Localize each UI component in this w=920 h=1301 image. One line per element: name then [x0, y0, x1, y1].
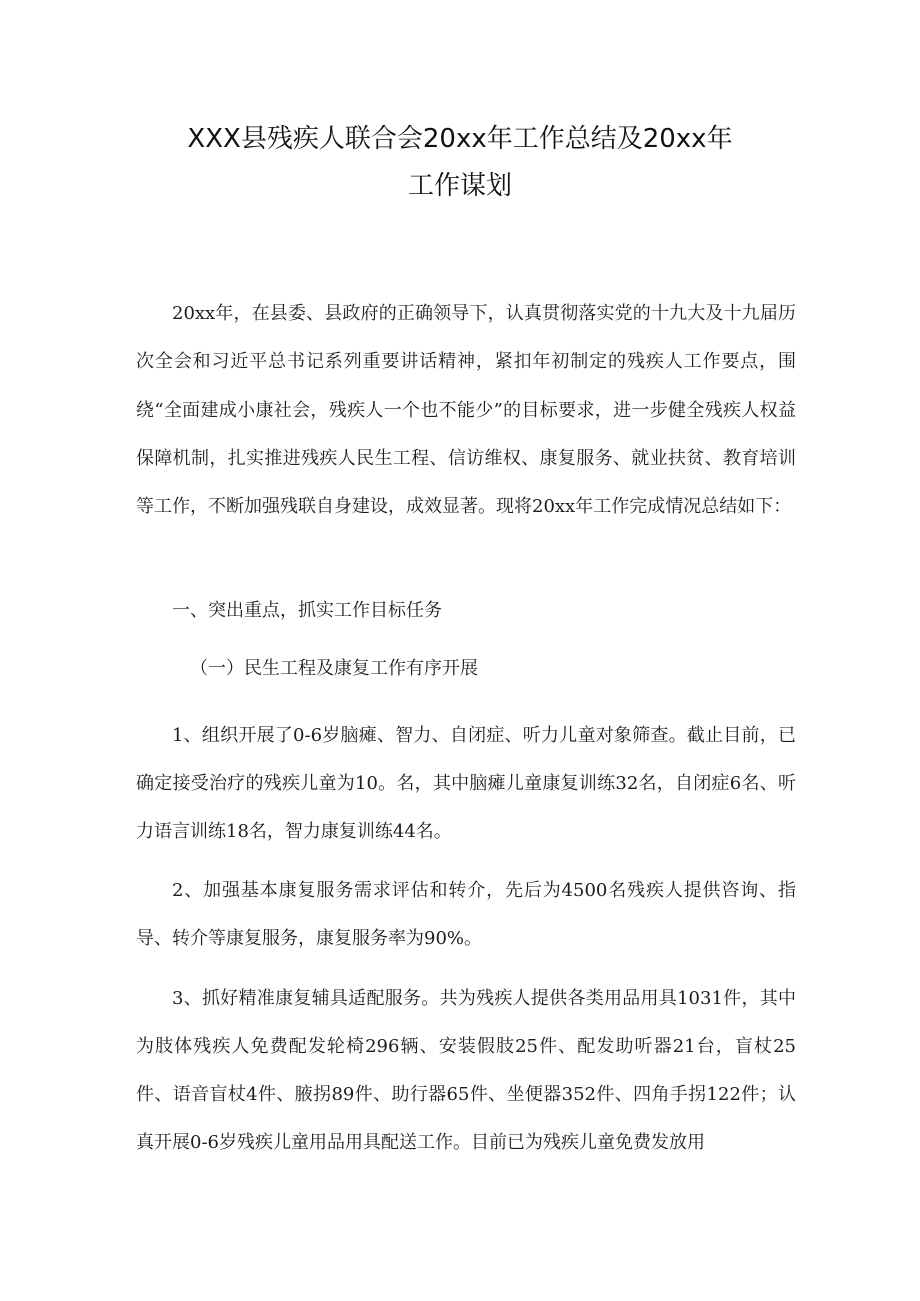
paragraph-item-1: 1、组织开展了0-6岁脑瘫、智力、自闭症、听力儿童对象筛查。截止目前，已确定接受治疗的残疾儿童为10。名，其中脑瘫儿童康复训练32名，自闭症6名、听力语言训练18名，智力康复训练44名。	[136, 725, 796, 842]
paragraph-item-2: 2、加强基本康复服务需求评估和转介，先后为4500名残疾人提供咨询、指导、转介等康复服务，康复服务率为90%。	[136, 880, 796, 949]
document-title-line-2: 工作谋划	[407, 171, 512, 201]
paragraph-item-3: 3、抓好精准康复辅具适配服务。共为残疾人提供各类用品用具1031件，其中为肢体残疾人免费配发轮椅296辆、安装假肢25件、配发助听器21台，盲杖25件、语音盲杖4件、腋拐89件、助行器65件、坐便器352件、四角手拐122件；认真开展0-6岁残疾儿童用品用具配送工作。目前已为残疾儿童免费发放用	[136, 988, 796, 1153]
intro-paragraph: 20xx年，在县委、县政府的正确领导下，认真贯彻落实党的十九大及十九届历次全会和习近平总书记系列重要讲话精神，紧扣年初制定的残疾人工作要点，围绕“全面建成小康社会，残疾人一个也不能少”的目标要求，进一步健全残疾人权益保障机制，扎实推进残疾人民生工程、信访维权、康复服务、就业扶贫、教育培训等工作，不断加强残联自身建设，成效显著。现将20xx年工作完成情况总结如下：	[136, 303, 796, 518]
document-title-line-1: XXX县残疾人联合会20xx年工作总结及20xx年	[187, 124, 733, 154]
section-heading: 一、突出重点，抓实工作目标任务	[172, 600, 442, 621]
subsection-heading: （一）民生工程及康复工作有序开展	[190, 658, 478, 679]
